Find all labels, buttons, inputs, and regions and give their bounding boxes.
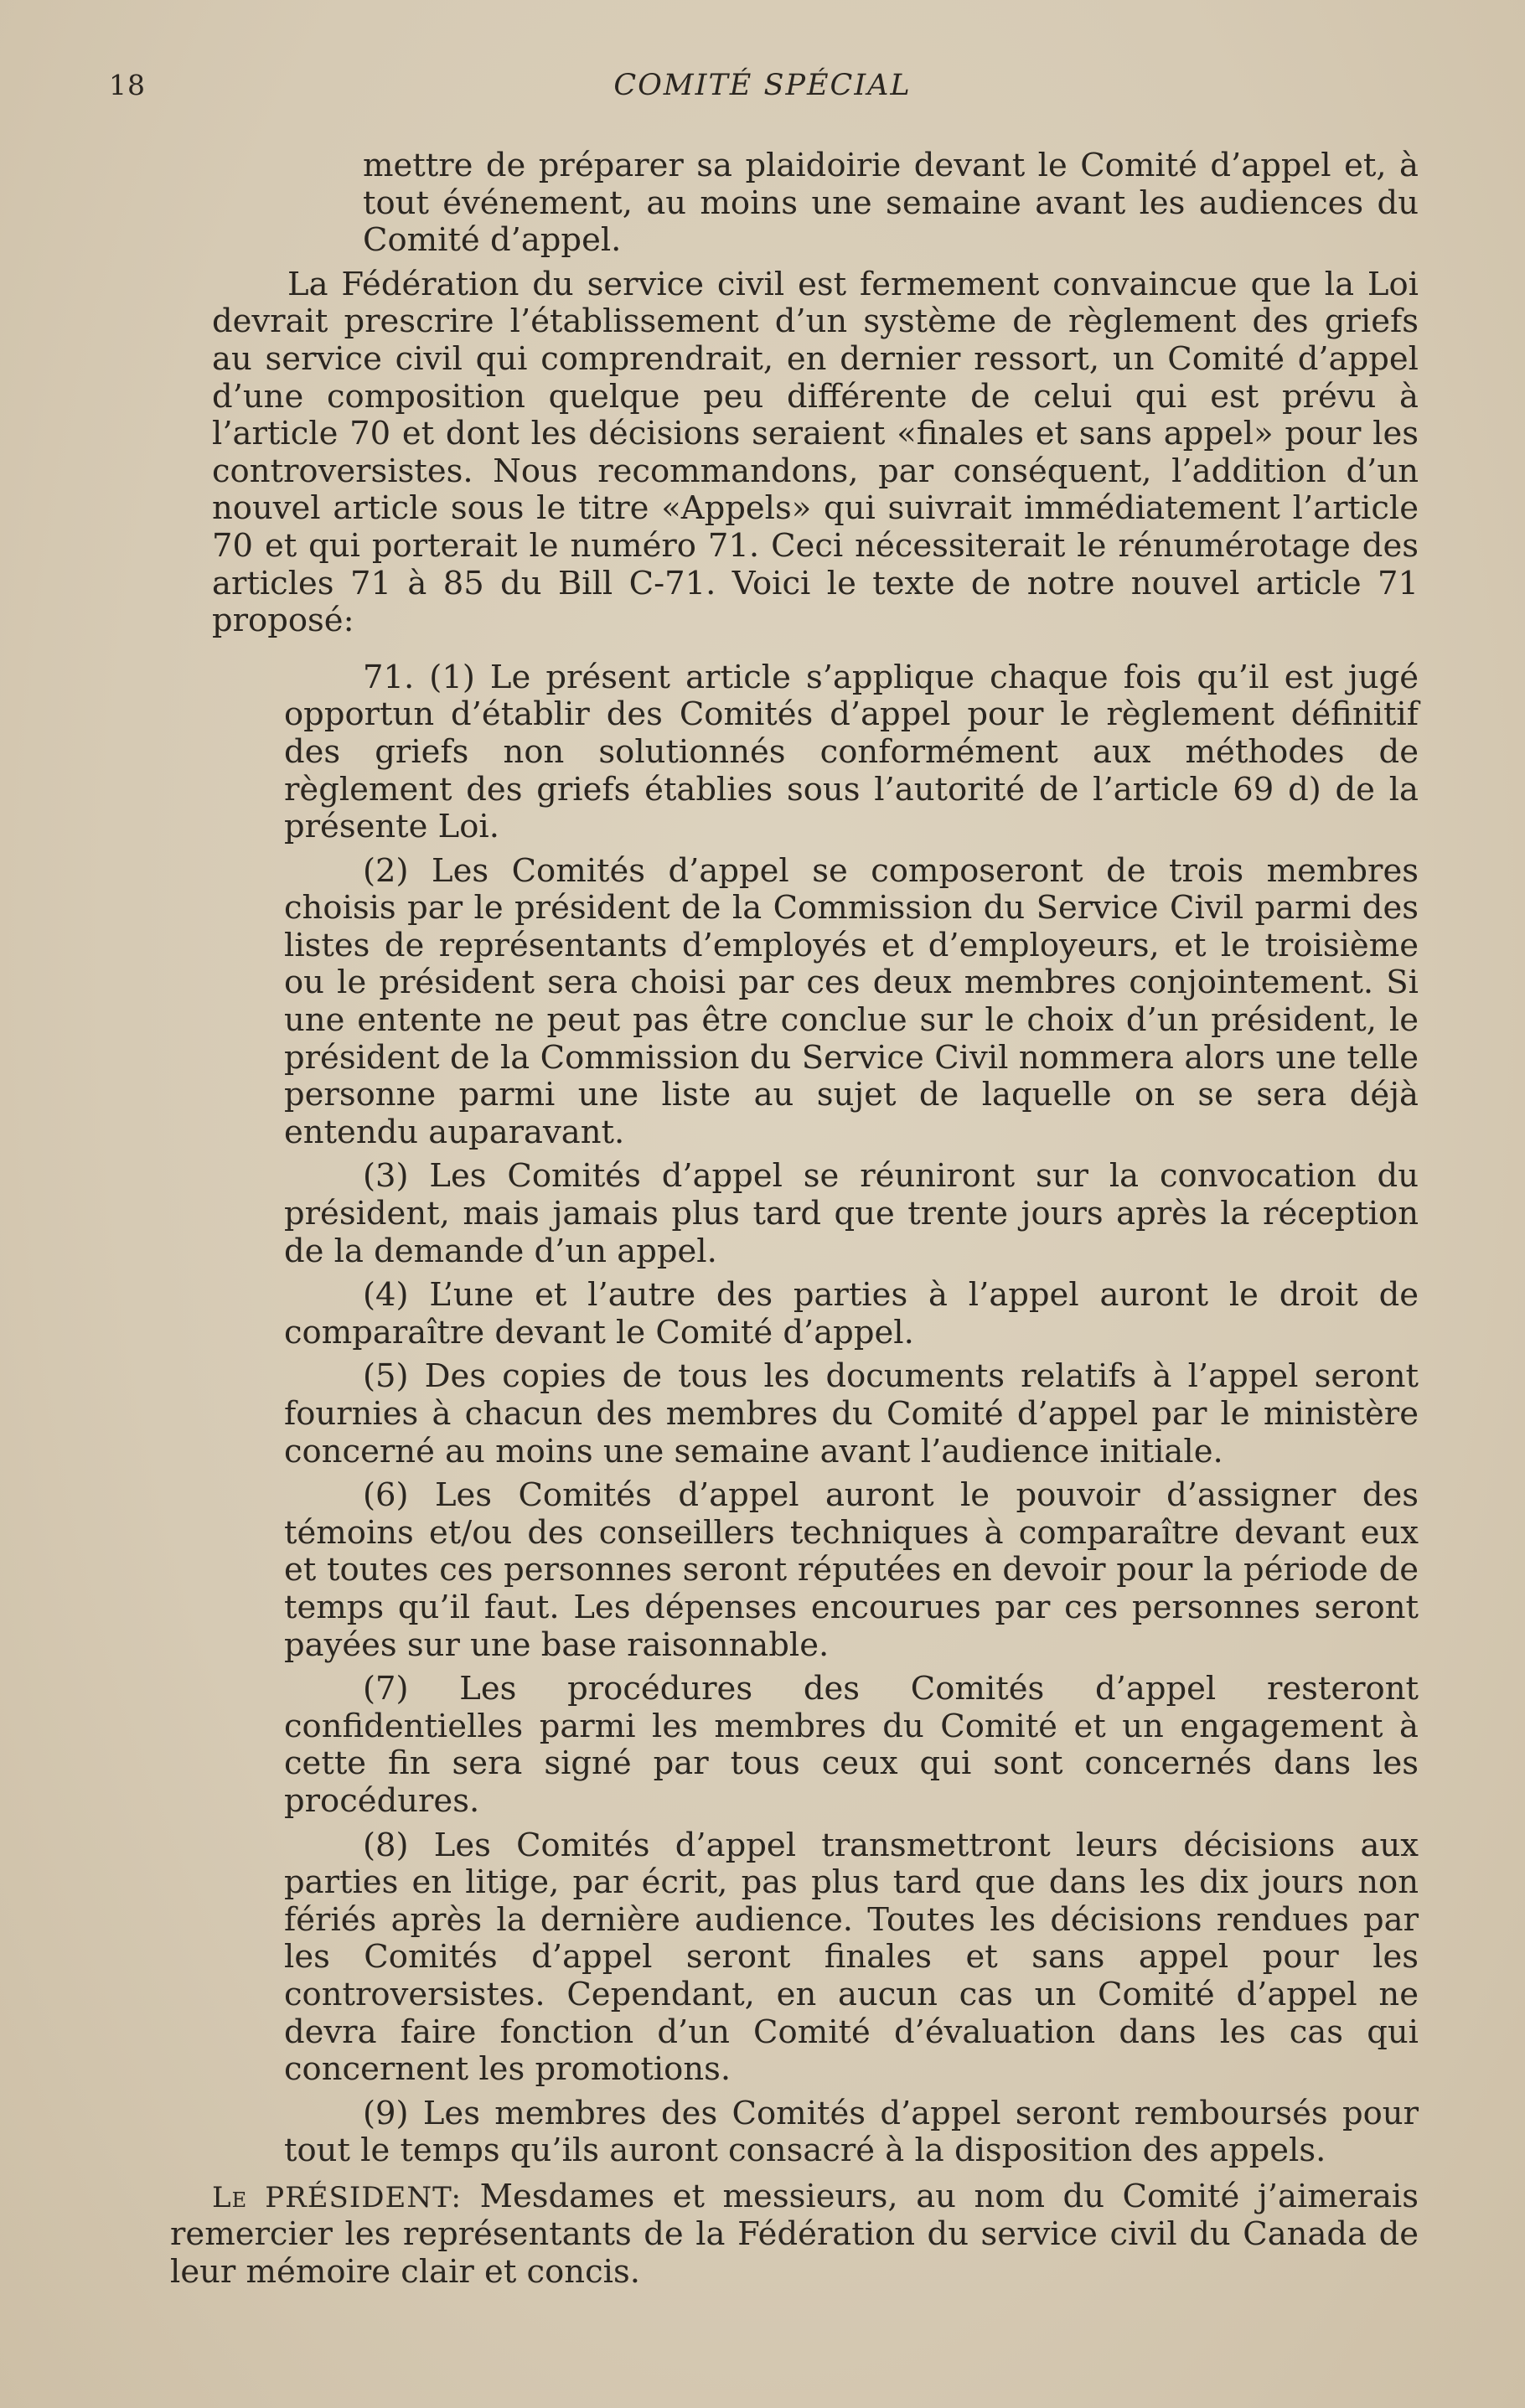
article-clause-7: (7) Les procédures des Comités d’appel resteront confidentielles parmi les membres du Comité et un engagement à cette fin sera signé par tous ceux qui sont concernés dans les procédures. bbox=[284, 1670, 1419, 1820]
article-clause-2: (2) Les Comités d’appel se composeront de trois membres choisis par le président de la Commission du Service Civil parmi des listes de représentants d’employés et d’employeurs, et le troisième ou le président sera choisi par ces deux membres conjointement. Si une entente ne peut pas être conclue sur le choix d’un président, le président de la Commission du Service Civil nommera alors une telle personne parmi une liste au sujet de laquelle on se sera déjà entendu auparavant. bbox=[284, 851, 1419, 1151]
article-clause-1: 71. (1) Le présent article s’applique chaque fois qu’il est jugé opportun d’établir des Comités d’appel pour le règlement définitif des griefs non solutionnés conformément aux méthodes de règlement des griefs établies sous l’autorité de l’article 69 d) de la présente Loi. bbox=[284, 658, 1419, 846]
page-header bbox=[109, 69, 1416, 111]
running-title: COMITÉ SPÉCIAL bbox=[613, 69, 912, 102]
article-clause-3: (3) Les Comités d’appel se réuniront sur la convocation du président, mais jamais plus tard que trente jours après la réception de la demande d’un appel. bbox=[284, 1157, 1419, 1270]
page-number: 18 bbox=[109, 69, 146, 101]
article-clause-6: (6) Les Comités d’appel auront le pouvoir d’assigner des témoins et/ou des conseillers techniques à comparaître devant eux et toutes ces personnes seront réputées en devoir pour la période de temps qu’il faut. Les dépenses encourues par ces personnes seront payées sur une base raisonnable. bbox=[284, 1476, 1419, 1664]
article-clause-5: (5) Des copies de tous les documents relatifs à l’appel seront fournies à chacun des membres du Comité d’appel par le ministère concerné au moins une semaine avant l’audience initiale. bbox=[284, 1357, 1419, 1470]
speaker-label: Le PRÉSIDENT: bbox=[212, 2180, 462, 2214]
president-remark bbox=[170, 2178, 1419, 2292]
proposed-article bbox=[284, 659, 1419, 2170]
president-remark-text: Mesdames et messieurs, au nom du Comité j’aimerais remercier les représentants de la Fédération du service civil du Canada de leur mémoire clair et concis. bbox=[170, 2177, 1419, 2292]
article-clause-4: (4) L’une et l’autre des parties à l’appel auront le droit de comparaître devant le Comité d’appel. bbox=[284, 1276, 1419, 1351]
article-clause-9: (9) Les membres des Comités d’appel seront remboursés pour tout le temps qu’ils auront consacré à la disposition des appels. bbox=[284, 2094, 1419, 2170]
article-clause-8: (8) Les Comités d’appel transmettront leurs décisions aux parties en litige, par écrit, pas plus tard que dans les dix jours non fériés après la dernière audience. Toutes les décisions rendues par les Comités d’appel seront finales et sans appel pour les controversistes. Cependant, en aucun cas un Comité d’appel ne devra faire fonction d’un Comité d’évaluation dans les cas qui concernent les promotions. bbox=[284, 1826, 1419, 2089]
body-text bbox=[170, 147, 1419, 2292]
federation-paragraph: La Fédération du service civil est fermement convaincue que la Loi devrait prescrire l’établissement d’un système de règlement des griefs au service civil qui comprendrait, en dernier ressort, un Comité d’appel d’une composition quelque peu différente de celui qui est prévu à l’article 70 et dont les décisions seraient «finales et sans appel» pour les controversistes. Nous recommandons, par conséquent, l’addition d’un nouvel article sous le titre «Appels» qui suivrait immédiatement l’article 70 et qui porterait le numéro 71. Ceci nécessiterait le rénumérotage des articles 71 à 85 du Bill C-71. Voici le texte de notre nouvel article 71 proposé: bbox=[212, 265, 1419, 640]
continuation-paragraph: mettre de préparer sa plaidoirie devant le Comité d’appel et, à tout événement, au moins une semaine avant les audiences du Comité d’appel. bbox=[363, 147, 1419, 260]
